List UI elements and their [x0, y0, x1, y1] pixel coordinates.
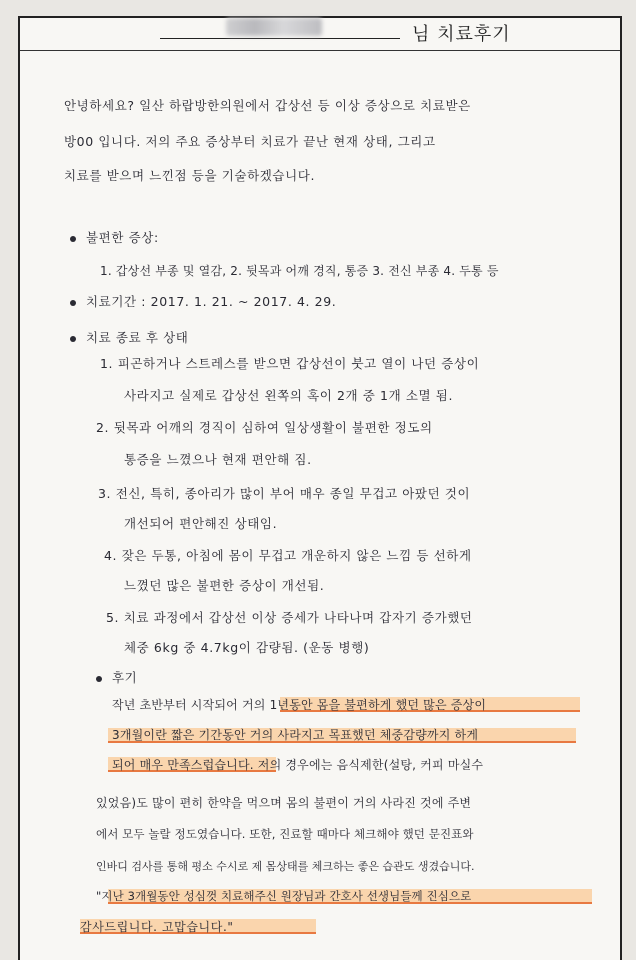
review-line: 3개월이란 짧은 기간동안 거의 사라지고 목표했던 체중감량까지 하게	[112, 728, 479, 742]
review-line: 에서 모두 놀랄 정도였습니다. 또한, 진료할 때마다 체크해야 했던 문진표와	[96, 827, 474, 841]
bullet-dot	[96, 676, 102, 682]
status-item-line: 5. 치료 과정에서 갑상선 이상 증세가 나타나며 갑자기 증가했던	[106, 610, 473, 625]
review-line: 있었음)도 많이 편히 한약을 먹으며 몸의 불편이 거의 사라진 것에 주변	[96, 796, 472, 810]
status-item-line: 통증을 느꼈으나 현재 편안해 짐.	[124, 452, 312, 467]
status-item-line: 체중 6kg 중 4.7kg이 감량됨. (운동 병행)	[124, 640, 370, 655]
status-item-line: 사라지고 실제로 갑상선 왼쪽의 혹이 2개 중 1개 소멸 됨.	[124, 388, 454, 403]
bullet-dot	[70, 236, 76, 242]
intro-line-2: 방00 입니다. 저의 주요 증상부터 치료가 끝난 현재 상태, 그리고	[64, 134, 436, 149]
symptoms-line: 1. 갑상선 부종 및 열감, 2. 뒷목과 어깨 경직, 통증 3. 전신 부종 4. 두통 등	[100, 264, 499, 278]
review-line: 인바디 검사를 통해 평소 수시로 제 몸상태를 체크하는 좋은 습관도 생겼습니다.	[96, 860, 475, 873]
review-line: 작년 초반부터 시작되어 거의 1년동안 몸을 불편하게 했던 많은 증상이	[112, 698, 487, 712]
bullet-dot	[70, 300, 76, 306]
status-item-line: 느꼈던 많은 불편한 증상이 개선됨.	[124, 578, 325, 593]
status-heading: 치료 종료 후 상태	[86, 330, 189, 345]
review-line: 되어 매우 만족스럽습니다. 저의 경우에는 음식제한(설탕, 커피 마실수	[112, 758, 484, 772]
period-line: 치료기간 : 2017. 1. 21. ~ 2017. 4. 29.	[86, 294, 337, 309]
page-title: 님 치료후기	[412, 24, 511, 45]
status-item-line: 4. 잦은 두통, 아침에 몸이 무겁고 개운하지 않은 느낌 등 선하게	[104, 548, 472, 563]
status-item-line: 2. 뒷목과 어깨의 경직이 심하여 일상생활이 불편한 정도의	[96, 420, 433, 435]
review-line: "지난 3개월동안 성심껏 치료해주신 원장님과 간호사 선생님들께 진심으로	[96, 889, 472, 903]
intro-line-3: 치료를 받으며 느낀점 등을 기술하겠습니다.	[64, 168, 316, 183]
status-item-line: 1. 피곤하거나 스트레스를 받으면 갑상선이 붓고 열이 나던 증상이	[100, 356, 480, 371]
name-underline	[160, 38, 400, 39]
header-bar	[20, 18, 620, 51]
review-heading: 후기	[112, 670, 138, 685]
redacted-name	[226, 18, 322, 36]
status-item-line: 3. 전신, 특히, 종아리가 많이 부어 매우 종일 무겁고 아팠던 것이	[98, 486, 471, 501]
bullet-dot	[70, 336, 76, 342]
review-line: 감사드립니다. 고맙습니다."	[80, 920, 234, 934]
intro-line-1: 안녕하세요? 일산 하랍방한의원에서 갑상선 등 이상 증상으로 치료받은	[64, 98, 471, 113]
status-item-line: 개선되어 편안해진 상태임.	[124, 516, 278, 531]
symptoms-heading: 불편한 증상:	[86, 230, 159, 245]
